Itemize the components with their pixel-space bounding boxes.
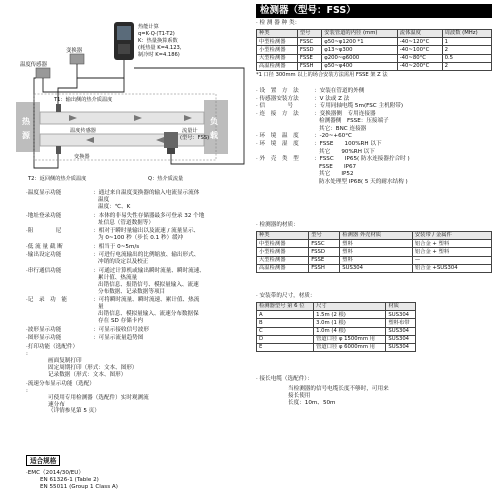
material-table-wrap bbox=[256, 231, 492, 273]
install-spec-label bbox=[256, 149, 314, 156]
svg-text:K：热量换算系数: K：热量换算系数 bbox=[138, 38, 178, 44]
table-cell: 小型检测器 bbox=[257, 248, 309, 256]
table-cell: SUS304 bbox=[386, 344, 416, 352]
heat-source-block bbox=[16, 102, 40, 152]
table-row bbox=[257, 240, 492, 248]
install-spec-row bbox=[256, 149, 492, 156]
spec-value-line: 分布数据、记录数据等项目 bbox=[98, 288, 166, 295]
install-spec-row bbox=[256, 171, 492, 178]
spec-value-line: ：可显示接收信号波形 bbox=[93, 326, 149, 333]
spec-value-line: : bbox=[26, 387, 28, 394]
install-spec-value: FSSE IP67 bbox=[319, 163, 357, 170]
install-spec-value: ：-20~+60°C bbox=[314, 133, 352, 140]
install-spec-row bbox=[256, 179, 492, 186]
table-row bbox=[257, 54, 492, 62]
converter-box-side bbox=[36, 68, 50, 78]
spec-value-line: 记录数据（形式：文本、图形） bbox=[48, 371, 127, 378]
table-cell: 2 bbox=[442, 62, 491, 70]
table-cell: 1 bbox=[442, 38, 491, 46]
spec-value-line: 画面复制打印 bbox=[48, 358, 82, 364]
table-row bbox=[257, 38, 492, 46]
table-cell: SUS304 bbox=[340, 264, 413, 272]
heat-source-label-1: 热 bbox=[22, 117, 30, 126]
install-spec-value: 防水处理型 IP68( 5 天的耐水结构 ) bbox=[319, 178, 408, 185]
table-cell: 铝合金 + 塑料 bbox=[412, 240, 491, 248]
spec-value bbox=[93, 335, 248, 342]
spec-value bbox=[93, 327, 248, 334]
install-spec-row bbox=[256, 96, 492, 103]
size-heading: · 安装带的尺寸，材质： bbox=[256, 293, 316, 299]
install-spec-label: · 环 境 湿 度 bbox=[256, 141, 299, 148]
table-cell: 塑料 bbox=[340, 248, 413, 256]
material-table bbox=[256, 231, 492, 273]
cable-text bbox=[256, 386, 492, 407]
spec-label: ·地址登录功能 bbox=[26, 212, 62, 219]
table-cell: 1.0m (4 根) bbox=[314, 327, 386, 335]
install-spec-row bbox=[256, 126, 492, 133]
table-row bbox=[257, 335, 416, 343]
spec-label: ·图形显示功能 bbox=[26, 335, 62, 342]
svg-text:温度传感器: 温度传感器 bbox=[70, 128, 96, 134]
cable-line: 当检测器的信号电缆长度不够时，可用来 bbox=[288, 386, 389, 392]
table-cell: 高温检测器 bbox=[257, 62, 298, 70]
spec-value-line: 出错信息、报错信号、模拟量输入、流速 bbox=[98, 281, 199, 288]
cable-heading: · 接长电缆（选配件）： bbox=[256, 376, 313, 382]
table-cell: A bbox=[257, 311, 314, 319]
table-cell: 塑料布带 bbox=[386, 319, 416, 327]
spec-label: ·阻 尼 bbox=[26, 228, 62, 235]
install-spec-row bbox=[256, 156, 492, 163]
install-spec-row bbox=[256, 133, 492, 140]
svg-text:T2：返回侧的热介质温度: T2：返回侧的热介质温度 bbox=[28, 176, 87, 182]
compliance-line: EN 55011 (Group 1 Class A) bbox=[40, 484, 118, 491]
install-spec-row bbox=[256, 111, 492, 118]
spec-row bbox=[26, 244, 248, 251]
spec-value-line: 温度 bbox=[98, 196, 110, 203]
table-cell: FSSE bbox=[309, 256, 340, 264]
install-spec-value: ：变换器侧 专用连接器 bbox=[314, 110, 376, 117]
table-header-cell: 检测器 外壳材质 bbox=[340, 232, 413, 240]
spec-row bbox=[26, 190, 248, 211]
table-cell: 高温检测器 bbox=[257, 264, 309, 272]
converter-label-side: 温度传感器 bbox=[20, 62, 47, 68]
install-spec-value: 其它：BNC 连接器 bbox=[319, 125, 367, 132]
svg-text:制冷时 K=4.186): 制冷时 K=4.186) bbox=[138, 52, 180, 58]
cable-line: 接长使用 bbox=[288, 392, 311, 399]
install-spec-label bbox=[256, 179, 314, 186]
spec-value-line: ：可显示流量趋势图 bbox=[93, 335, 144, 342]
table-cell: φ50~φ400 bbox=[322, 62, 398, 70]
spec-value-line: 存在 SD 存储卡内 bbox=[98, 318, 143, 325]
table-header-cell: 流体温度 bbox=[397, 30, 442, 38]
table-cell: FSSC bbox=[297, 38, 321, 46]
compliance-badge: 适合规格 bbox=[26, 455, 60, 466]
table-cell: B bbox=[257, 319, 314, 327]
spec-value-line: 固定周期打印（形式：文本、图形） bbox=[48, 364, 138, 371]
table-cell: E bbox=[257, 344, 314, 352]
table-cell: 大型检测器 bbox=[257, 54, 298, 62]
cable-line: 长度：10m、50m bbox=[288, 399, 336, 406]
load-label-1: 负 bbox=[210, 117, 218, 126]
spec-value-line: : bbox=[26, 351, 28, 358]
section-title: 检测器（型号：FSS） bbox=[256, 4, 492, 18]
table-cell: 铝合金 + 塑料 bbox=[412, 248, 491, 256]
table-row bbox=[257, 256, 492, 264]
install-spec-row bbox=[256, 164, 492, 171]
install-spec-label: · 环 境 温 度 bbox=[256, 133, 299, 140]
table-cell: 塑料 bbox=[340, 240, 413, 248]
spec-value bbox=[93, 228, 248, 242]
install-spec-label: · 设 置 方 法 bbox=[256, 88, 299, 94]
install-spec-value: 检测器侧 FSSE：压接端子 bbox=[319, 118, 389, 125]
install-spec-label bbox=[256, 126, 314, 133]
spec-label: ·温度显示功能 bbox=[26, 190, 62, 196]
install-spec-label bbox=[256, 164, 314, 171]
spec-row bbox=[26, 228, 248, 242]
spec-label: ·记 录 功 能 bbox=[26, 297, 67, 304]
flowmeter-clamp bbox=[164, 132, 178, 148]
table-cell: SUS304 bbox=[386, 335, 416, 343]
table-cell: -40~200°C bbox=[397, 62, 442, 70]
svg-text:Q：热介质流量: Q：热介质流量 bbox=[148, 176, 184, 182]
table-row bbox=[257, 46, 492, 54]
install-spec-value: ：FSSE 100%RH 以下 bbox=[314, 141, 382, 148]
table-header-row bbox=[257, 30, 492, 38]
table-header-cell: 型号 bbox=[309, 232, 340, 240]
spec-value-line: 出错信息、模拟量输入、流速分布数据保 bbox=[98, 311, 199, 318]
table-cell: φ13~φ300 bbox=[322, 46, 398, 54]
compliance-section bbox=[26, 455, 246, 491]
spec-value-line: 量 bbox=[98, 304, 104, 311]
types-table-wrap bbox=[256, 29, 492, 79]
converter-box-top bbox=[70, 54, 84, 64]
table-cell: FSSD bbox=[309, 248, 340, 256]
types-heading: · 检 测 器 种 类： bbox=[256, 20, 301, 26]
converter-label-top: 变换器 bbox=[66, 48, 83, 54]
svg-text:(型号：FSS): (型号：FSS) bbox=[180, 135, 210, 141]
install-spec-label: · 连 接 方 法 bbox=[256, 110, 299, 117]
table-header-cell: 尺寸 bbox=[314, 303, 386, 311]
size-table-wrap bbox=[256, 302, 416, 352]
table-cell: 管道口径 φ 6000mm 用 bbox=[314, 344, 386, 352]
table-row bbox=[257, 264, 492, 272]
spec-row bbox=[26, 297, 248, 325]
spec-row bbox=[26, 213, 248, 227]
table-row bbox=[257, 344, 416, 352]
heat-source-label-2: 源 bbox=[22, 131, 30, 140]
install-spec-label: · 外 壳 类 型 bbox=[256, 156, 299, 163]
spec-label: ·流速分布显示功能（选配） bbox=[26, 380, 95, 387]
table-cell: 管道口径 φ 1500mm 用 bbox=[314, 335, 386, 343]
material-heading: · 检测器的材质： bbox=[256, 222, 299, 228]
temp-sensor-bottom bbox=[56, 146, 61, 154]
table-cell: D bbox=[257, 335, 314, 343]
table-cell: 2 bbox=[442, 46, 491, 54]
table-row bbox=[257, 62, 492, 70]
svg-text:热能计算: 热能计算 bbox=[138, 24, 159, 30]
install-spec-value: ：安装在管道的外侧 bbox=[314, 88, 365, 94]
spec-value-line: ：可通过计算机或输出瞬时流量、瞬时流速、 bbox=[93, 267, 205, 274]
install-spec-value: 其它 IP52 bbox=[319, 171, 354, 178]
table-header-row bbox=[257, 303, 416, 311]
table-cell: FSSD bbox=[297, 46, 321, 54]
table-cell: FSSH bbox=[309, 264, 340, 272]
table-cell: -40~100°C bbox=[397, 46, 442, 54]
spec-row bbox=[26, 381, 248, 416]
spec-value-line: 冲销的设定以及校正 bbox=[98, 259, 149, 266]
table-cell: SUS304 bbox=[386, 311, 416, 319]
types-table bbox=[256, 29, 492, 71]
table-cell: 0.5 bbox=[442, 54, 491, 62]
table-cell: FSSC bbox=[309, 240, 340, 248]
table-cell: φ200~φ6000 bbox=[322, 54, 398, 62]
spec-row bbox=[26, 335, 248, 342]
table-cell: φ50~φ1200 *1 bbox=[322, 38, 398, 46]
table-row bbox=[257, 248, 492, 256]
table-cell: 铝合金 +SUS304 bbox=[412, 264, 491, 272]
spec-value bbox=[26, 388, 248, 416]
table-cell: FSSE bbox=[297, 54, 321, 62]
table-cell: -40~120°C bbox=[397, 38, 442, 46]
table-cell: 1.5m (2 根) bbox=[314, 311, 386, 319]
spec-value-line: ：本体的非易失性存储器最多可登录 32 个地 bbox=[93, 212, 205, 219]
spec-value-line: ：相对于瞬时量输出以及流速 / 流量显示、 bbox=[93, 228, 200, 235]
spec-value-line: ：通过来自温度变换器的输入电流显示流体 bbox=[93, 190, 200, 196]
table-cell: SUS304 bbox=[386, 327, 416, 335]
supply-pipe bbox=[40, 112, 204, 124]
install-spec-list bbox=[256, 88, 492, 187]
install-spec-row bbox=[256, 141, 492, 148]
spec-row bbox=[26, 252, 248, 266]
spec-label: ·输出设定功能 bbox=[26, 252, 62, 259]
spec-value bbox=[93, 268, 248, 296]
table-cell: FSSH bbox=[297, 62, 321, 70]
svg-text:T1：输出侧的热介质温度: T1：输出侧的热介质温度 bbox=[54, 97, 113, 103]
spec-value bbox=[93, 244, 248, 251]
install-spec-row bbox=[256, 118, 492, 125]
spec-value-line: 为 0~100 秒（步长 0.1 秒）缓冲 bbox=[98, 235, 184, 242]
spec-label: ·波形显示功能 bbox=[26, 326, 62, 333]
spec-label: ·低 流 量 截 断 bbox=[26, 243, 63, 250]
table-header-cell: 型号 bbox=[297, 30, 321, 38]
table-header-cell: 安装管道的内径 (mm) bbox=[322, 30, 398, 38]
install-spec-value: ：FSSC IP65( 防水连接器拧合时 ) bbox=[314, 156, 410, 163]
spec-value-line: 累计值、热流量 bbox=[98, 274, 138, 281]
svg-text:流量计: 流量计 bbox=[182, 128, 198, 134]
install-spec-label bbox=[256, 171, 314, 178]
table-header-cell: 安装带 / 金属件 bbox=[412, 232, 491, 240]
install-spec-row bbox=[256, 88, 492, 95]
install-spec-label: · 信 号 bbox=[256, 103, 294, 110]
table-row bbox=[257, 327, 416, 335]
spec-value bbox=[93, 190, 248, 211]
table-cell: 小型检测器 bbox=[257, 46, 298, 54]
spec-value-line: ：可将瞬时流量、瞬时流速、累计值、热流 bbox=[93, 297, 200, 304]
spec-row bbox=[26, 268, 248, 296]
spec-value-line: 址信息（管道数据等） bbox=[98, 219, 154, 226]
table-header-cell: 检测器型号 第 6 位 bbox=[257, 303, 314, 311]
converter-spec-list bbox=[26, 190, 248, 417]
spec-value-line: ：相当于 0~5m/s bbox=[93, 243, 140, 250]
spec-value bbox=[93, 252, 248, 266]
svg-text:(耗热量 K=4.123,: (耗热量 K=4.123, bbox=[138, 45, 182, 51]
install-spec-label bbox=[256, 118, 314, 125]
table-header-cell: 周波数 (MHz) bbox=[442, 30, 491, 38]
table-cell: 3.0m (1 根) bbox=[314, 319, 386, 327]
install-spec-value: 其它 90%RH 以下 bbox=[319, 148, 375, 155]
table-header-row bbox=[257, 232, 492, 240]
spec-label: ·打印功能（选配件） bbox=[26, 344, 79, 351]
table-cell: 中型检测器 bbox=[257, 240, 309, 248]
spec-value-line: 温度：℃、K bbox=[98, 203, 131, 210]
heat-flow-diagram bbox=[14, 8, 252, 192]
table-row bbox=[257, 319, 416, 327]
table-cell: 中型检测器 bbox=[257, 38, 298, 46]
spec-value-line: 速分布 bbox=[48, 401, 65, 408]
compliance-line: ·EMC（2014/30/EU） bbox=[26, 470, 84, 477]
spec-value-line: 可使用专用检测器（选配件）实时观测流 bbox=[48, 394, 149, 401]
spec-value bbox=[93, 213, 248, 227]
svg-text:变换器: 变换器 bbox=[74, 154, 90, 160]
spec-row bbox=[26, 344, 248, 379]
spec-value bbox=[26, 351, 248, 379]
load-label-2: 载 bbox=[210, 131, 218, 140]
table-header-cell: 材质 bbox=[386, 303, 416, 311]
spec-value bbox=[93, 297, 248, 325]
types-note: *1 口径 300mm 以上的场合安装方法需用 FSSE 架 Z 法 bbox=[256, 72, 388, 79]
spec-row bbox=[26, 327, 248, 334]
spec-value-line: ：可进行电流输出的比例缩放、输出形式、 bbox=[93, 252, 200, 259]
install-spec-value: ：V 法或 Z 法 bbox=[314, 95, 350, 102]
table-cell: 塑料 bbox=[340, 256, 413, 264]
install-spec-label: · 传感器安装方法 bbox=[256, 95, 299, 102]
table-header-cell: 种类 bbox=[257, 30, 298, 38]
table-header-cell: 种类 bbox=[257, 232, 309, 240]
table-cell: 大型检测器 bbox=[257, 256, 309, 264]
compliance-line: EN 61326-1 (Table 2) bbox=[40, 477, 99, 484]
table-row bbox=[257, 311, 416, 319]
spec-value-line: （详情参见第 5 页） bbox=[48, 408, 100, 415]
install-spec-row bbox=[256, 103, 492, 110]
svg-text:q=K·Q·(T1-T2): q=K·Q·(T1-T2) bbox=[138, 31, 175, 37]
table-cell: C bbox=[257, 327, 314, 335]
temp-sensor-top bbox=[56, 104, 61, 112]
table-cell: — bbox=[412, 256, 491, 264]
install-spec-value: ：专用同轴电缆 5m(FSC 主机附带) bbox=[314, 103, 404, 110]
size-table bbox=[256, 302, 416, 352]
spec-label: ·串行通信功能 bbox=[26, 267, 62, 274]
table-cell: -40~80°C bbox=[397, 54, 442, 62]
